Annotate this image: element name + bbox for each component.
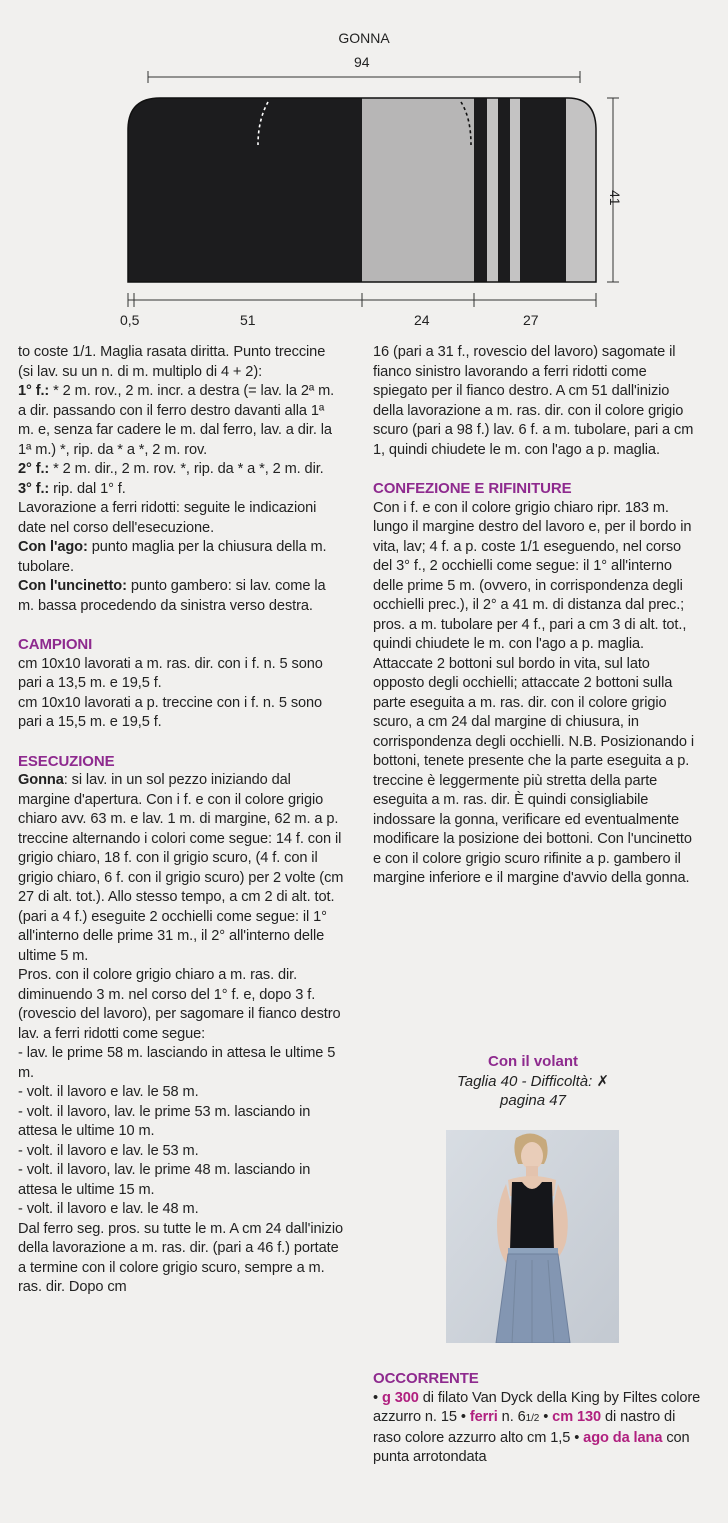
next-pattern-title: Con il volant bbox=[488, 1053, 578, 1070]
occorrente-text bbox=[373, 1389, 703, 1468]
confezione-heading: CONFEZIONE E RIFINITURE bbox=[373, 480, 572, 497]
row-2 bbox=[18, 460, 344, 480]
gonna-label: Gonna bbox=[18, 772, 64, 788]
occ-needle-label: ago da lana bbox=[579, 1429, 663, 1446]
width-label: 94 bbox=[354, 54, 370, 70]
row-2-text: * 2 m. dir., 2 m. rov. *, rip. da * a *, 2 m. dir. bbox=[49, 461, 324, 477]
esecuzione-heading: ESECUZIONE bbox=[18, 752, 115, 770]
gonna-text bbox=[18, 771, 344, 966]
occ-needles-fraction: 1/2 bbox=[525, 1413, 540, 1424]
campioni-2: cm 10x10 lavorati a p. treccine con i f. n. 5 sono pari a 15,5 m. e 19,5 f. bbox=[18, 694, 323, 730]
row-3-label: 3° f.: bbox=[18, 480, 50, 497]
diagram-title: GONNA bbox=[338, 30, 390, 46]
intro-text: to coste 1/1. Maglia rasata diritta. Punto treccine (si lav. su un n. di m. multiplo di 4 + 2): bbox=[18, 344, 326, 380]
campioni-heading: CAMPIONI bbox=[18, 636, 93, 653]
height-label: 41 bbox=[607, 190, 623, 206]
bottom-label-24: 24 bbox=[414, 312, 430, 328]
row-1-label: 1° f.: bbox=[18, 383, 50, 399]
occ-ribbon-qty: cm 130 bbox=[552, 1409, 602, 1425]
confezione-text: Con i f. e con il colore grigio chiaro ripr. 183 m. lungo il margine destro del lavoro e, per il bordo in vita, lav; 4 f. a p. coste 1/1 eseguendo, nel corso del 3° f., 2 occhielli come segue: il 1° all'interno delle prime 5 m. (ovvero, in corrispondenza degli occhielli prec.), il 2° a 41 m. di distanza dal prec.; pros. a m. tubolare per 4 f., pari a cm 3 di alt. tot., quindi chiudete le m. con l'ago a p. maglia. Attaccate 2 bottoni sul bordo in vita, sul lato opposto degli occhielli; attaccate 2 bottoni sulla parte eseguita a m. ras. dir. con il colore grigio scuro, a cm 24 dal margine di chiusura, in corrispondenza degli occhielli. N.B. Posizionando i bottoni, tenete presente che la parte eseguita a p. treccine è leggermente più stretta della parte eseguita a m. ras. dir. È quindi consigliabile indossare la gonna, verificare ed eventualmente modificare la posizione dei bottoni. Con l'uncinetto e con il colore grigio scuro rifinite a p. gambero il margine inferiore e il margine d'avvio della gonna. bbox=[373, 499, 695, 886]
bottom-label-27: 27 bbox=[523, 312, 539, 328]
occorrente-block bbox=[373, 1369, 703, 1468]
bullet-icon: • bbox=[373, 1389, 379, 1406]
row-1 bbox=[18, 382, 344, 460]
step-5: - volt. il lavoro, lav. le prime 48 m. lasciando in attesa le ultime 15 m. bbox=[18, 1162, 311, 1198]
skirt-panel bbox=[128, 98, 596, 282]
occ-yarn-text: di filato Van Dyck della King by Filtes colore azzurro n. 15 bbox=[373, 1389, 701, 1425]
campioni-1: cm 10x10 lavorati a m. ras. dir. con i f. n. 5 sono pari a 13,5 m. e 19,5 f. bbox=[18, 655, 323, 691]
continuation-text: 16 (pari a 31 f., rovescio del lavoro) sagomate il fianco sinistro lavorando a ferri ridotti come spiegato per il fianco destro. A cm 51 dall'inizio della lavorazione a m. ras. dir. con il colore grigio scuro (pari a 98 f.) lav. 6 f. a m. tubolare, pari a cm 1, quindi chiudete le m. con l'ago a p. maglia. bbox=[373, 344, 694, 458]
occorrente-heading: OCCORRENTE bbox=[373, 1370, 479, 1387]
step-4: - volt. il lavoro e lav. le 53 m. bbox=[18, 1142, 199, 1159]
next-pattern-block bbox=[373, 1052, 693, 1111]
bullet-icon: • bbox=[574, 1429, 580, 1446]
ago-text bbox=[18, 538, 344, 577]
pros-text: Pros. con il colore grigio chiaro a m. ras. dir. diminuendo 3 m. nel corso del 1° f. e, dopo 3 f. (rovescio del lavoro), per sagomare il fianco destro lav. a ferri ridotti come segue: bbox=[18, 967, 341, 1042]
bullet-icon: • bbox=[460, 1409, 466, 1425]
next-pattern-page: pagina 47 bbox=[500, 1092, 566, 1109]
next-pattern-size: Taglia 40 - Difficoltà: ✗ bbox=[456, 1072, 610, 1090]
ago-desc: punto maglia per la chiusura della m. tubolare. bbox=[18, 539, 327, 575]
uncinetto-text bbox=[18, 577, 344, 616]
occ-needle-text: con punta arrotondata bbox=[373, 1429, 690, 1465]
bullet-icon: • bbox=[539, 1409, 549, 1425]
occ-needles-text: n. 6 bbox=[497, 1409, 526, 1425]
step-2: - volt. il lavoro e lav. le 58 m. bbox=[18, 1084, 199, 1100]
bottom-label-51: 51 bbox=[240, 312, 256, 328]
row-1-text: * 2 m. rov., 2 m. incr. a destra (= lav. la 2ª m. a dir. passando con il ferro destro davanti alla 1ª m. e, senza far cadere le m. dal ferro, lav. a dir. la 1ª m.) *, rip. da * a *, 2 m. rov. bbox=[18, 383, 335, 458]
step-3: - volt. il lavoro, lav. le prime 53 m. lasciando in attesa le ultime 10 m. bbox=[18, 1103, 311, 1139]
occ-yarn-qty: g 300 bbox=[381, 1389, 419, 1406]
uncinetto-label: Con l'uncinetto: bbox=[18, 578, 127, 594]
step-1: - lav. le prime 58 m. lasciando in attesa le ultime 5 m. bbox=[18, 1045, 336, 1081]
bottom-label-0-5: 0,5 bbox=[120, 312, 140, 328]
ridotti-text: Lavorazione a ferri ridotti: seguite le indicazioni date nel corso dell'esecuzione. bbox=[18, 500, 317, 536]
step-6: - volt. il lavoro e lav. le 48 m. bbox=[18, 1201, 199, 1217]
dal-ferro-text: Dal ferro seg. pros. su tutte le m. A cm 24 dall'inizio della lavorazione a m. ras. dir. (pari a 46 f.) portate a termine con il colore grigio scuro, sempre a m. ras. dir. Dopo cm bbox=[18, 1220, 343, 1295]
row-3 bbox=[18, 480, 344, 500]
row-3-text: rip. dal 1° f. bbox=[49, 480, 126, 497]
uncinetto-desc: punto gambero: si lav. come la m. bassa procedendo da sinistra verso destra. bbox=[18, 578, 326, 614]
left-column bbox=[18, 343, 344, 1298]
right-column bbox=[373, 343, 699, 889]
row-2-label: 2° f.: bbox=[18, 461, 50, 477]
occ-ribbon-text: di nastro di raso colore azzurro alto cm 1,5 bbox=[373, 1409, 676, 1446]
model-photo bbox=[446, 1130, 619, 1343]
occ-needles-label: ferri bbox=[465, 1409, 498, 1425]
ago-label: Con l'ago: bbox=[18, 539, 88, 555]
gonna-desc: : si lav. in un sol pezzo iniziando dal margine d'apertura. Con i f. e con il colore grigio chiaro avv. 63 m. e lav. 1 m. di margine, 62 m. a p. treccine alternando i colori come segue: 14 f. con il grigio chiaro, 18 f. con il grigio scuro, (4 f. con il grigio chiaro, 6 f. con il grigio scuro) per 2 volte (cm 27 di alt. tot.). Allo stesso tempo, a cm 2 di alt. tot. (pari a 4 f.) eseguite 2 occhielli come segue: il 1° all'interno delle prime 31 m., il 2° all'interno delle ultime 5 m. bbox=[18, 772, 344, 964]
